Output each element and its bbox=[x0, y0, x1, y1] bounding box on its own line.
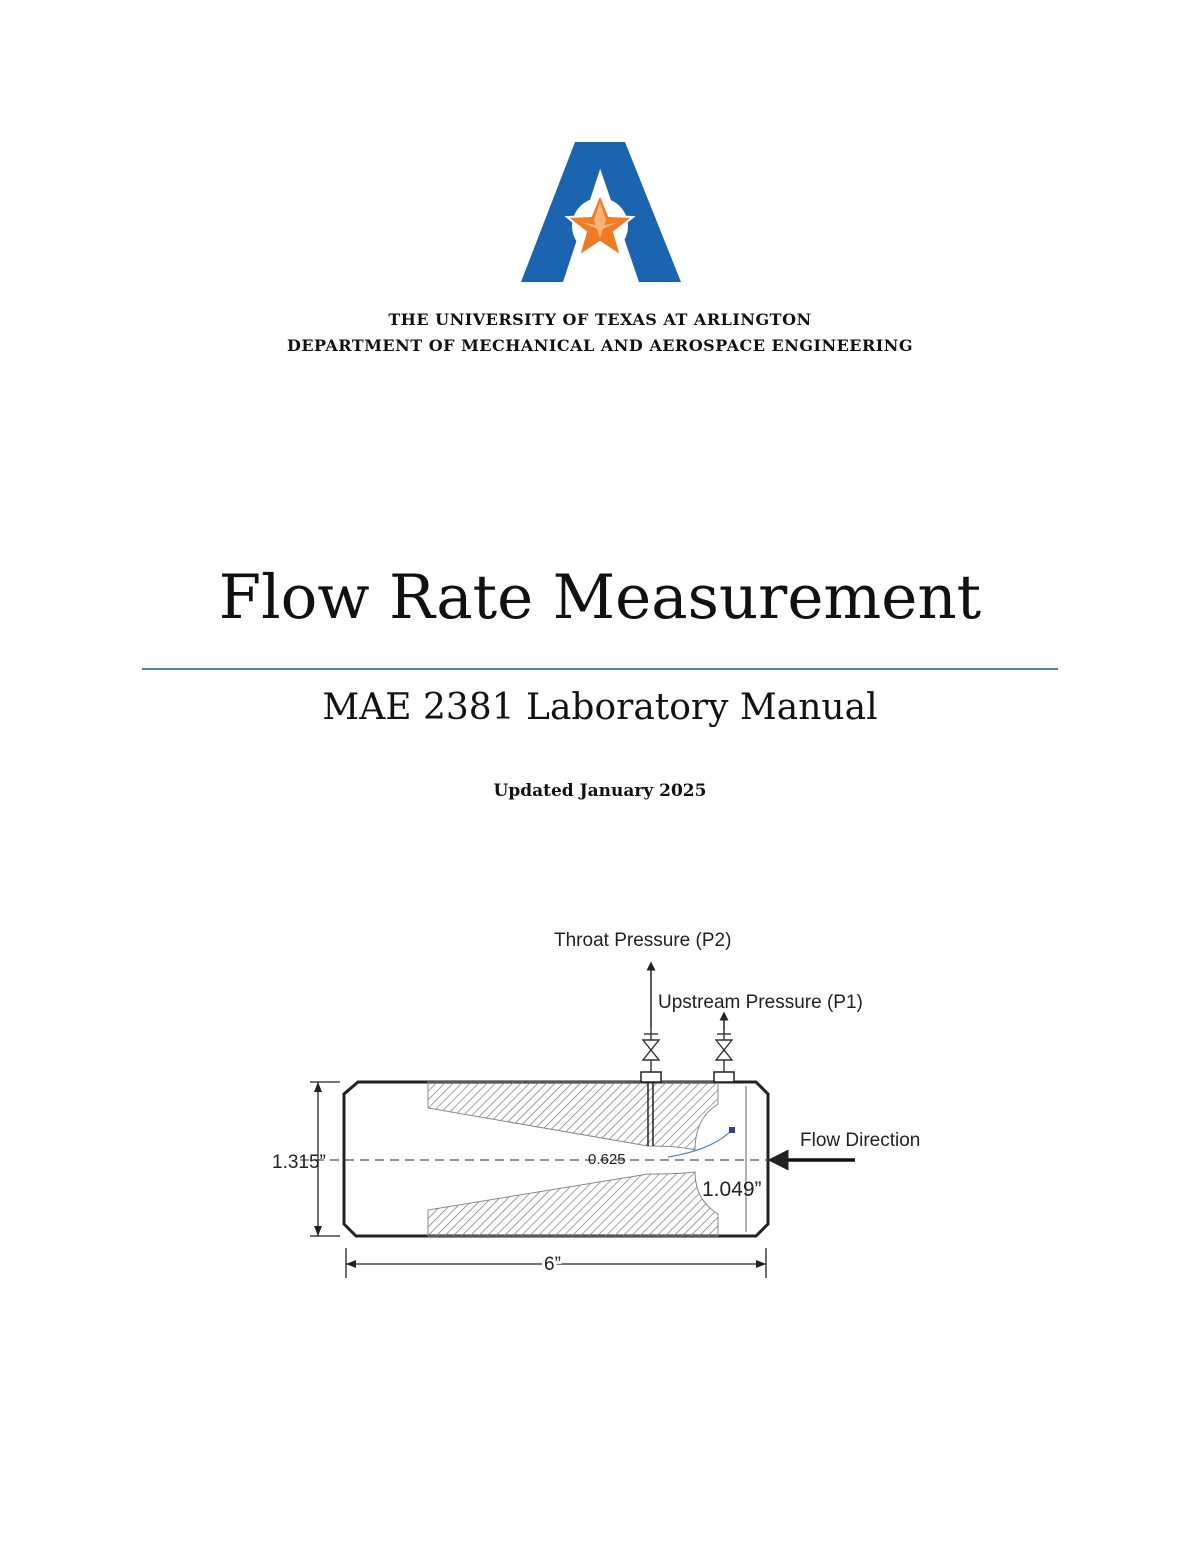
university-name: THE UNIVERSITY OF TEXAS AT ARLINGTON bbox=[388, 310, 812, 329]
outer-diameter-label: 1.315” bbox=[272, 1152, 326, 1173]
department-name: DEPARTMENT OF MECHANICAL AND AEROSPACE ENGINEERING bbox=[286, 336, 914, 355]
upper-hatch bbox=[428, 1082, 718, 1150]
uta-logo-icon bbox=[515, 138, 685, 286]
document-subtitle: MAE 2381 Laboratory Manual bbox=[322, 687, 878, 728]
venturi-diagram bbox=[250, 915, 960, 1285]
throat-diameter-label: 0.625 bbox=[588, 1151, 626, 1168]
document-title: Flow Rate Measurement bbox=[218, 562, 982, 633]
updated-date: Updated January 2025 bbox=[493, 781, 707, 801]
length-label: 6” bbox=[544, 1254, 561, 1275]
throat-pressure-label: Throat Pressure (P2) bbox=[554, 930, 732, 951]
title-divider bbox=[142, 668, 1058, 670]
inlet-diameter-label: 1.049” bbox=[702, 1178, 762, 1201]
lower-hatch bbox=[428, 1172, 718, 1236]
upstream-valve-icon bbox=[716, 1030, 732, 1072]
flow-direction-label: Flow Direction bbox=[800, 1130, 921, 1151]
upstream-pressure-label: Upstream Pressure (P1) bbox=[658, 992, 863, 1013]
throat-valve-icon bbox=[643, 1028, 659, 1072]
